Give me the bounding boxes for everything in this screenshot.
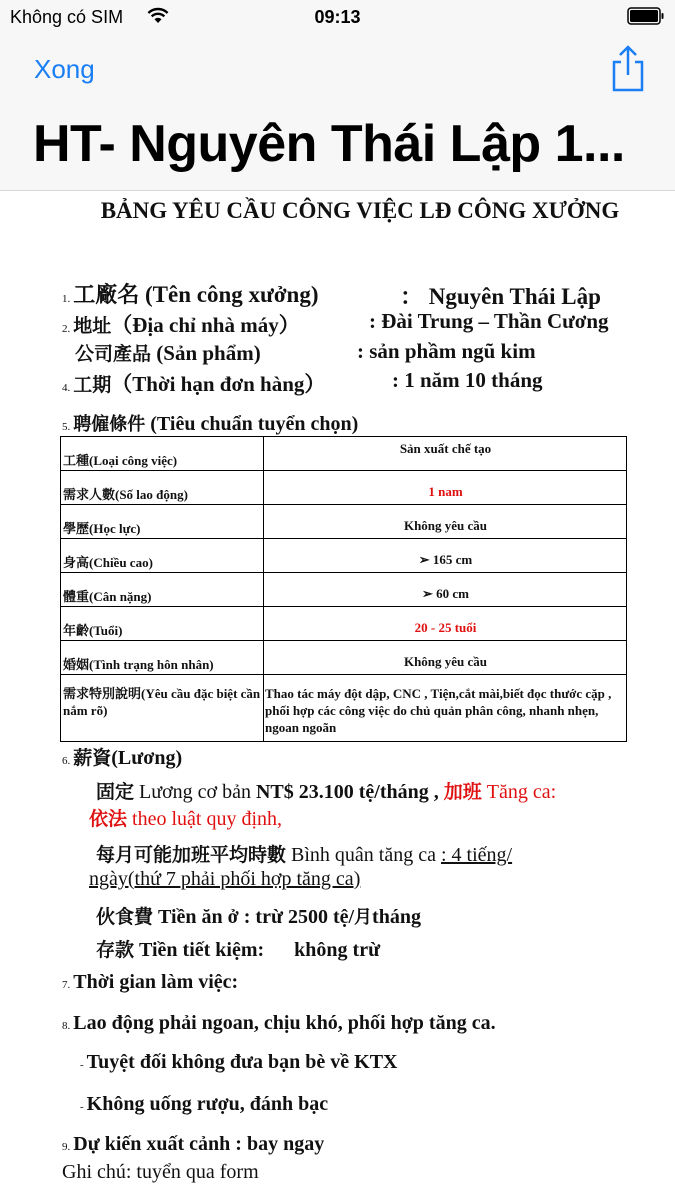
- battery-icon: [627, 7, 665, 25]
- status-bar: [0, 0, 675, 36]
- contract-term-value: : 1 năm 10 tháng: [392, 368, 543, 392]
- status-time: 09:13: [314, 7, 361, 27]
- requirements-table: [60, 436, 627, 742]
- salary-base-line: 固定 Lương cơ bản NT$ 23.100 tệ/tháng , 加班 Tăng ca:: [96, 781, 557, 803]
- table-row: 體重(Cân nặng) ➢ 60 cm: [61, 572, 626, 606]
- meal-fee-line: 伙食費 Tiền ăn ở : trừ 2500 tệ/月tháng: [96, 906, 421, 928]
- item-conduct: 8. Lao động phải ngoan, chịu khó, phối hợp tăng ca.: [62, 1012, 496, 1034]
- table-row: 工種(Loại công việc) Sản xuất chế tạo: [63, 441, 492, 468]
- item-departure: 9. Dự kiến xuất cảnh : bay ngay: [62, 1133, 325, 1155]
- document-content: [0, 191, 675, 1200]
- section-salary: 6. 薪資(Lương): [62, 747, 183, 769]
- list-item: - Tuyệt đối không đưa bạn bè về KTX: [80, 1051, 398, 1073]
- list-item: - Không uống rượu, đánh bạc: [80, 1093, 329, 1115]
- salary-overtime-line: 依法 theo luật quy định,: [89, 808, 282, 830]
- doc-heading: BẢNG YÊU CẦU CÔNG VIỆC LĐ CÔNG XƯỞNG: [100, 198, 620, 223]
- table-row: 需求特別說明(Yêu cầu đặc biệt cần nắm rõ) Thao tác máy đột dập, CNC , Tiện,cắt mài,biết đọc thước cặp , phối hợp các công việc do chủ quản phân công, nhanh nhẹn, ngoan ngoãn: [61, 674, 626, 743]
- savings-line: 存款 Tiền tiết kiệm: không trừ: [96, 939, 381, 961]
- item-company-name: 1. 工廠名 (Tên công xưởng): [62, 282, 319, 308]
- product-value: : sản phầm ngũ kim: [357, 339, 536, 363]
- company-name-value: ： Nguyên Thái Lập: [400, 284, 601, 309]
- item-product: 公司產品 (Sản phẩm): [75, 341, 261, 365]
- overtime-note-line: ngày(thứ 7 phải phối hợp tăng ca): [89, 868, 361, 890]
- item-address: 2. 地址（Địa chỉ nhà máy）: [62, 313, 300, 337]
- table-row: 婚姻(Tình trạng hôn nhân) Không yêu cầu: [61, 640, 626, 674]
- share-icon[interactable]: [608, 44, 648, 94]
- navigation-bar: [0, 36, 675, 191]
- item-working-time: 7. Thời gian làm việc:: [62, 971, 239, 993]
- table-row: 年齡(Tuổi) 20 - 25 tuổi: [61, 606, 626, 640]
- section-requirements: 5. 聘僱條件 (Tiêu chuẩn tuyển chọn): [62, 413, 359, 435]
- overtime-hours-line: 每月可能加班平均時數 Bình quân tăng ca : 4 tiếng/: [96, 844, 513, 866]
- carrier-label: Không có SIM: [10, 7, 124, 27]
- table-row: 學歷(Học lực) Không yêu cầu: [61, 504, 626, 538]
- table-row: 需求人數(Số lao động) 1 nam: [61, 470, 626, 504]
- item-contract-term: 4. 工期（Thời hạn đơn hàng）: [62, 372, 326, 396]
- done-button[interactable]: Xong: [34, 54, 95, 84]
- table-row: 身高(Chiều cao) ➢ 165 cm: [61, 538, 626, 572]
- document-title: HT- Nguyên Thái Lập 1...: [33, 115, 625, 173]
- address-value: : Đài Trung – Thần Cương: [369, 309, 609, 333]
- note-line: Ghi chú: tuyển qua form: [62, 1161, 259, 1183]
